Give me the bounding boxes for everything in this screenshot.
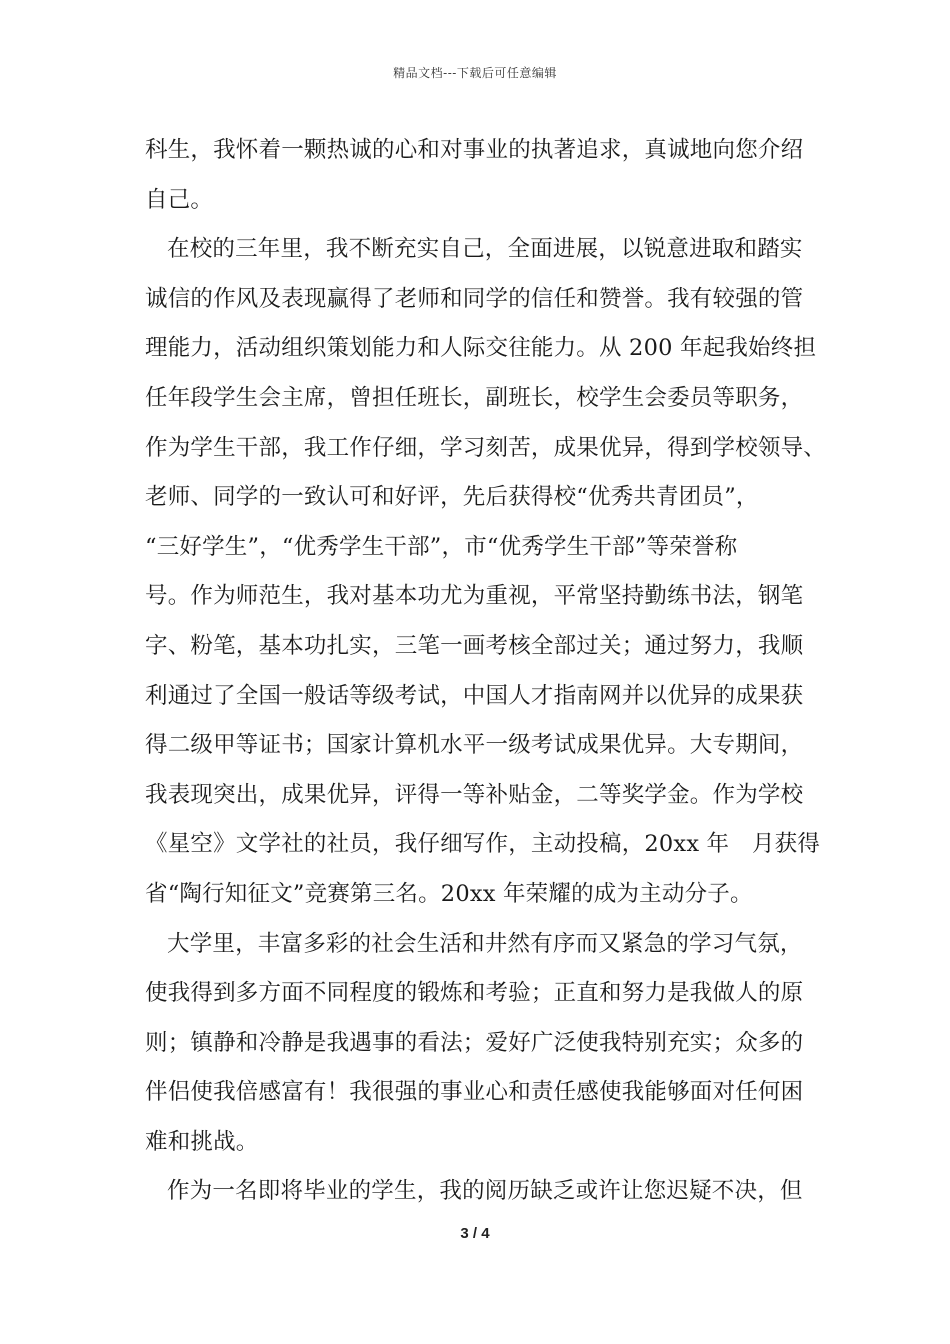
text-line: 伴侣使我倍感富有！我很强的事业心和责任感使我能够面对任何困 bbox=[145, 1079, 804, 1106]
text-line: 则；镇静和冷静是我遇事的看法；爱好广泛使我特别充实；众多的 bbox=[145, 1029, 804, 1056]
paragraph-first-line: 大学里，丰富多彩的社会生活和井然有序而又紧急的学习气氛， bbox=[167, 930, 803, 957]
text-line: 《星空》文学社的社员，我仔细写作，主动投稿，20xx 年 月获得 bbox=[145, 831, 821, 858]
document-body bbox=[145, 126, 825, 1217]
text-line: 任年段学生会主席，曾担任班长，副班长，校学生会委员等职务， bbox=[145, 384, 804, 411]
text-line: 我表现突出，成果优异，评得一等补贴金，二等奖学金。作为学校 bbox=[145, 781, 804, 808]
paragraph-first-line: 作为一名即将毕业的学生，我的阅历缺乏或许让您迟疑不决，但 bbox=[167, 1178, 803, 1205]
text-line: “三好学生”，“优秀学生干部”，市“优秀学生干部”等荣誉称 bbox=[145, 533, 738, 560]
text-line: 字、粉笔，基本功扎实，三笔一画考核全部过关；通过努力，我顺 bbox=[145, 632, 804, 659]
text-line: 诚信的作风及表现赢得了老师和同学的信任和赞誉。我有较强的管 bbox=[145, 285, 804, 312]
paragraph-first-line: 在校的三年里，我不断充实自己，全面进展，以锐意进取和踏实 bbox=[167, 236, 803, 263]
text-line: 号。作为师范生，我对基本功尤为重视，平常坚持勤练书法，钢笔 bbox=[145, 583, 804, 610]
page-header: 精品文档---下载后可任意编辑 bbox=[393, 66, 557, 80]
text-line: 利通过了全国一般话等级考试，中国人才指南网并以优异的成果获 bbox=[145, 682, 804, 709]
page-number: 3 / 4 bbox=[460, 1225, 490, 1242]
text-line: 使我得到多方面不同程度的锻炼和考验；正直和努力是我做人的原 bbox=[145, 980, 804, 1007]
text-line: 难和挑战。 bbox=[145, 1128, 259, 1155]
text-line: 作为学生干部，我工作仔细，学习刻苦，成果优异，得到学校领导、 bbox=[145, 434, 827, 461]
text-line: 省“陶行知征文”竞赛第三名。20xx 年荣耀的成为主动分子。 bbox=[145, 880, 753, 907]
text-line: 自己。 bbox=[145, 186, 214, 213]
text-line: 科生，我怀着一颗热诚的心和对事业的执著追求，真诚地向您介绍 bbox=[145, 137, 804, 163]
text-line: 老师、同学的一致认可和好评，先后获得校“优秀共青团员”， bbox=[145, 484, 759, 511]
text-line: 理能力，活动组织策划能力和人际交往能力。从 200 年起我始终担 bbox=[145, 335, 817, 362]
text-line: 得二级甲等证书；国家计算机水平一级考试成果优异。大专期间， bbox=[145, 732, 804, 759]
